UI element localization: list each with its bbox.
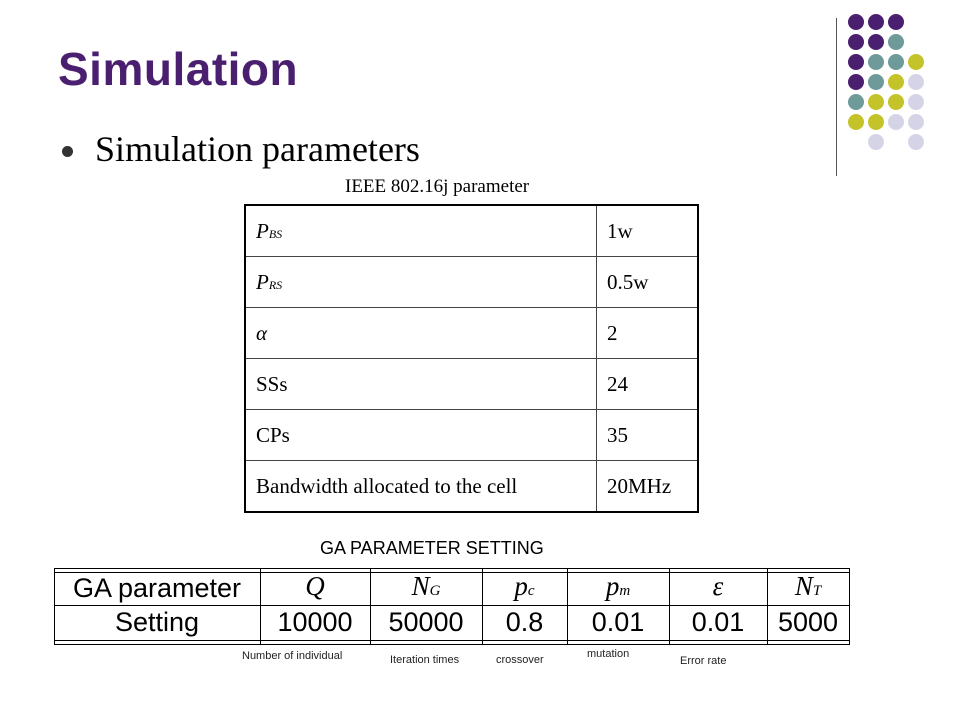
decor-dot	[848, 54, 864, 70]
decor-dot	[888, 94, 904, 110]
decor-dot	[868, 74, 884, 90]
param-name: PRS	[245, 257, 597, 308]
ieee-param-table	[244, 204, 699, 513]
ga-value: 0.01	[691, 607, 745, 637]
decor-dot	[848, 14, 864, 30]
bullet-text: Simulation parameters	[95, 129, 420, 169]
decor-dot	[848, 114, 864, 130]
ga-header-cell: ε	[712, 571, 724, 601]
rule	[54, 644, 850, 645]
table-row	[245, 461, 698, 513]
param-name: α	[245, 308, 597, 359]
decor-dot	[908, 114, 924, 130]
decor-dot	[868, 114, 884, 130]
ga-param-table	[54, 568, 850, 644]
decor-dot	[868, 54, 884, 70]
ga-header-label: GA parameter	[72, 573, 242, 603]
ga-value: 5000	[777, 607, 839, 637]
decor-dot	[888, 34, 904, 50]
param-name: Bandwidth allocated to the cell	[245, 461, 597, 513]
decor-dot	[848, 94, 864, 110]
ga-value: 0.8	[505, 607, 544, 637]
decor-dot	[868, 134, 884, 150]
ga-value: 50000	[388, 607, 464, 637]
decor-dot	[868, 14, 884, 30]
param-value: 0.5w	[597, 257, 699, 308]
param-name: SSs	[245, 359, 597, 410]
decor-dot	[848, 74, 864, 90]
ga-header-cell: NG	[411, 571, 441, 601]
table-row	[245, 205, 698, 257]
decor-dot	[868, 94, 884, 110]
rule	[54, 568, 850, 569]
bullet-item	[62, 128, 420, 170]
slide-title: Simulation	[58, 43, 299, 95]
table-row	[245, 410, 698, 461]
param-value: 2	[597, 308, 699, 359]
param-value: 20MHz	[597, 461, 699, 513]
decor-dot	[888, 54, 904, 70]
ga-header-cell: Q	[305, 571, 325, 601]
param-value: 1w	[597, 205, 699, 257]
ga-header-cell: pm	[605, 571, 631, 601]
param-value: 35	[597, 410, 699, 461]
decor-dot	[868, 34, 884, 50]
decor-dot	[908, 134, 924, 150]
param-value: 24	[597, 359, 699, 410]
table-row	[245, 359, 698, 410]
decor-dot	[888, 14, 904, 30]
param-name: CPs	[245, 410, 597, 461]
decor-dot	[908, 74, 924, 90]
table-row	[245, 257, 698, 308]
decor-dot	[848, 34, 864, 50]
label-iteration: Iteration times	[390, 654, 460, 666]
ga-header-cell: NT	[794, 571, 822, 601]
decor-dot	[888, 74, 904, 90]
decor-divider	[836, 18, 837, 176]
label-error-rate: Error rate	[680, 655, 727, 667]
decor-dot	[888, 114, 904, 130]
ga-value: 0.01	[591, 607, 645, 637]
param-name: PBS	[245, 205, 597, 257]
label-mutation: mutation	[587, 648, 630, 660]
rule	[54, 640, 850, 641]
ieee-caption: IEEE 802.16j parameter	[345, 176, 530, 197]
rule	[849, 568, 850, 644]
ga-row-label: Setting	[114, 607, 200, 637]
table-row	[245, 308, 698, 359]
ga-header-cell: pc	[514, 571, 535, 601]
label-crossover: crossover	[496, 654, 544, 666]
ga-caption: GA PARAMETER SETTING	[320, 538, 544, 558]
decor-dot	[908, 54, 924, 70]
decor-dot	[908, 94, 924, 110]
rule	[54, 605, 850, 606]
label-individual: Number of individual	[242, 650, 343, 662]
ga-value: 10000	[277, 607, 353, 637]
bullet-dot-icon	[62, 146, 73, 157]
